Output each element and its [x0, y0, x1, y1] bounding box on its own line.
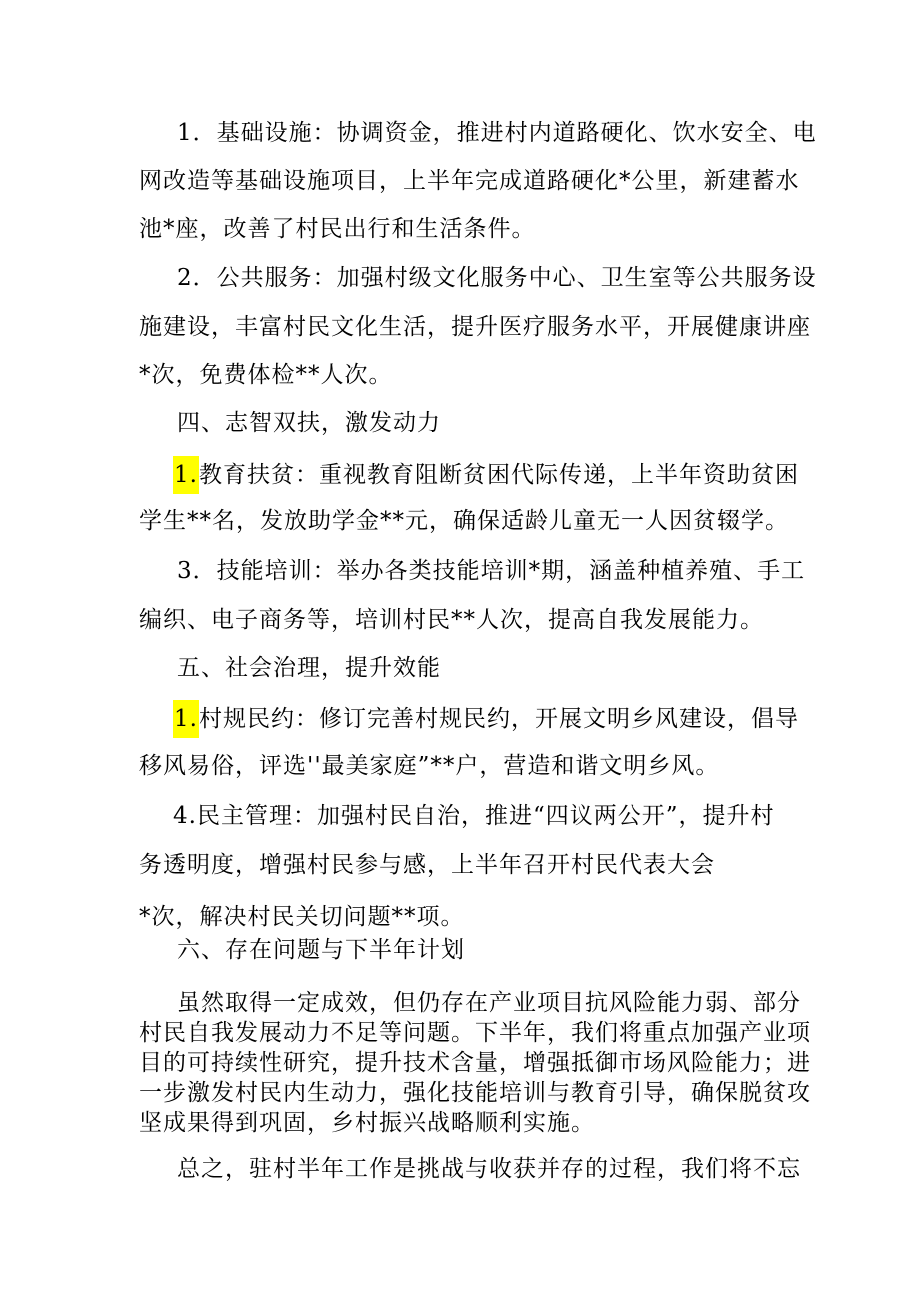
- paragraph-2-line-2: 施建设，丰富村民文化生活，提升医疗服务水平，开展健康讲座: [139, 314, 811, 340]
- paragraph-education-text: 教育扶贫：重视教育阻断贫困代际传递，上半年资助贫困: [198, 462, 799, 488]
- section-heading-6: 六、存在问题与下半年计划: [177, 937, 465, 963]
- paragraph-3-line-2: 编织、电子商务等，培训村民**人次，提高自我发展能力。: [139, 607, 764, 633]
- paragraph-4-line-3: *次，解决村民关切问题**项。: [139, 904, 465, 930]
- paragraph-issues-line-4: 一步激发村民内生动力，强化技能培训与教育引导，确保脱贫攻: [139, 1080, 811, 1106]
- paragraph-village-rules-line-2: 移风易俗，评选''最美家庭”**户，营造和谐文明乡风。: [139, 753, 720, 779]
- paragraph-3-line-1: 3．技能培训：举办各类技能培训*期，涵盖种植养殖、手工: [177, 558, 806, 584]
- paragraph-2-line-1: 2．公共服务：加强村级文化服务中心、卫生室等公共服务设: [177, 265, 817, 291]
- paragraph-4-line-2: 务透明度，增强村民参与感，上半年召开村民代表大会: [139, 852, 715, 878]
- section-heading-4: 四、志智双扶，激发动力: [177, 410, 441, 436]
- paragraph-village-rules-line-1: [173, 700, 799, 738]
- paragraph-1-line-1: 1．基础设施：协调资金，推进村内道路硬化、饮水安全、电: [177, 120, 817, 146]
- section-heading-5: 五、社会治理，提升效能: [177, 655, 441, 681]
- paragraph-issues-line-3: 目的可持续性研究，提升技术含量，增强抵御市场风险能力；进: [139, 1050, 811, 1076]
- paragraph-2-line-3: *次，免费体检**人次。: [139, 362, 393, 388]
- paragraph-education-line-1: [173, 456, 799, 494]
- paragraph-4-line-1: 4.民主管理：加强村民自治，推进“四议两公开”，提升村: [173, 803, 775, 829]
- highlight-marker-village-rules: 1.: [173, 700, 199, 738]
- paragraph-issues-line-5: 坚成果得到巩固，乡村振兴战略顺利实施。: [139, 1110, 595, 1136]
- paragraph-1-line-3: 池*座，改善了村民出行和生活条件。: [139, 216, 536, 242]
- paragraph-conclusion-line-1: 总之，驻村半年工作是挑战与收获并存的过程，我们将不忘: [177, 1156, 801, 1182]
- paragraph-issues-line-2: 村民自我发展动力不足等问题。下半年，我们将重点加强产业项: [139, 1020, 811, 1046]
- highlight-marker-education: 1.: [173, 456, 199, 494]
- paragraph-village-rules-text: 村规民约：修订完善村规民约，开展文明乡风建设，倡导: [198, 706, 799, 732]
- paragraph-issues-line-1: 虽然取得一定成效，但仍存在产业项目抗风险能力弱、部分: [177, 990, 801, 1016]
- paragraph-1-line-2: 网改造等基础设施项目，上半年完成道路硬化*公里，新建蓄水: [139, 168, 800, 194]
- paragraph-education-line-2: 学生**名，发放助学金**元，确保适龄儿童无一人因贫辍学。: [139, 508, 789, 534]
